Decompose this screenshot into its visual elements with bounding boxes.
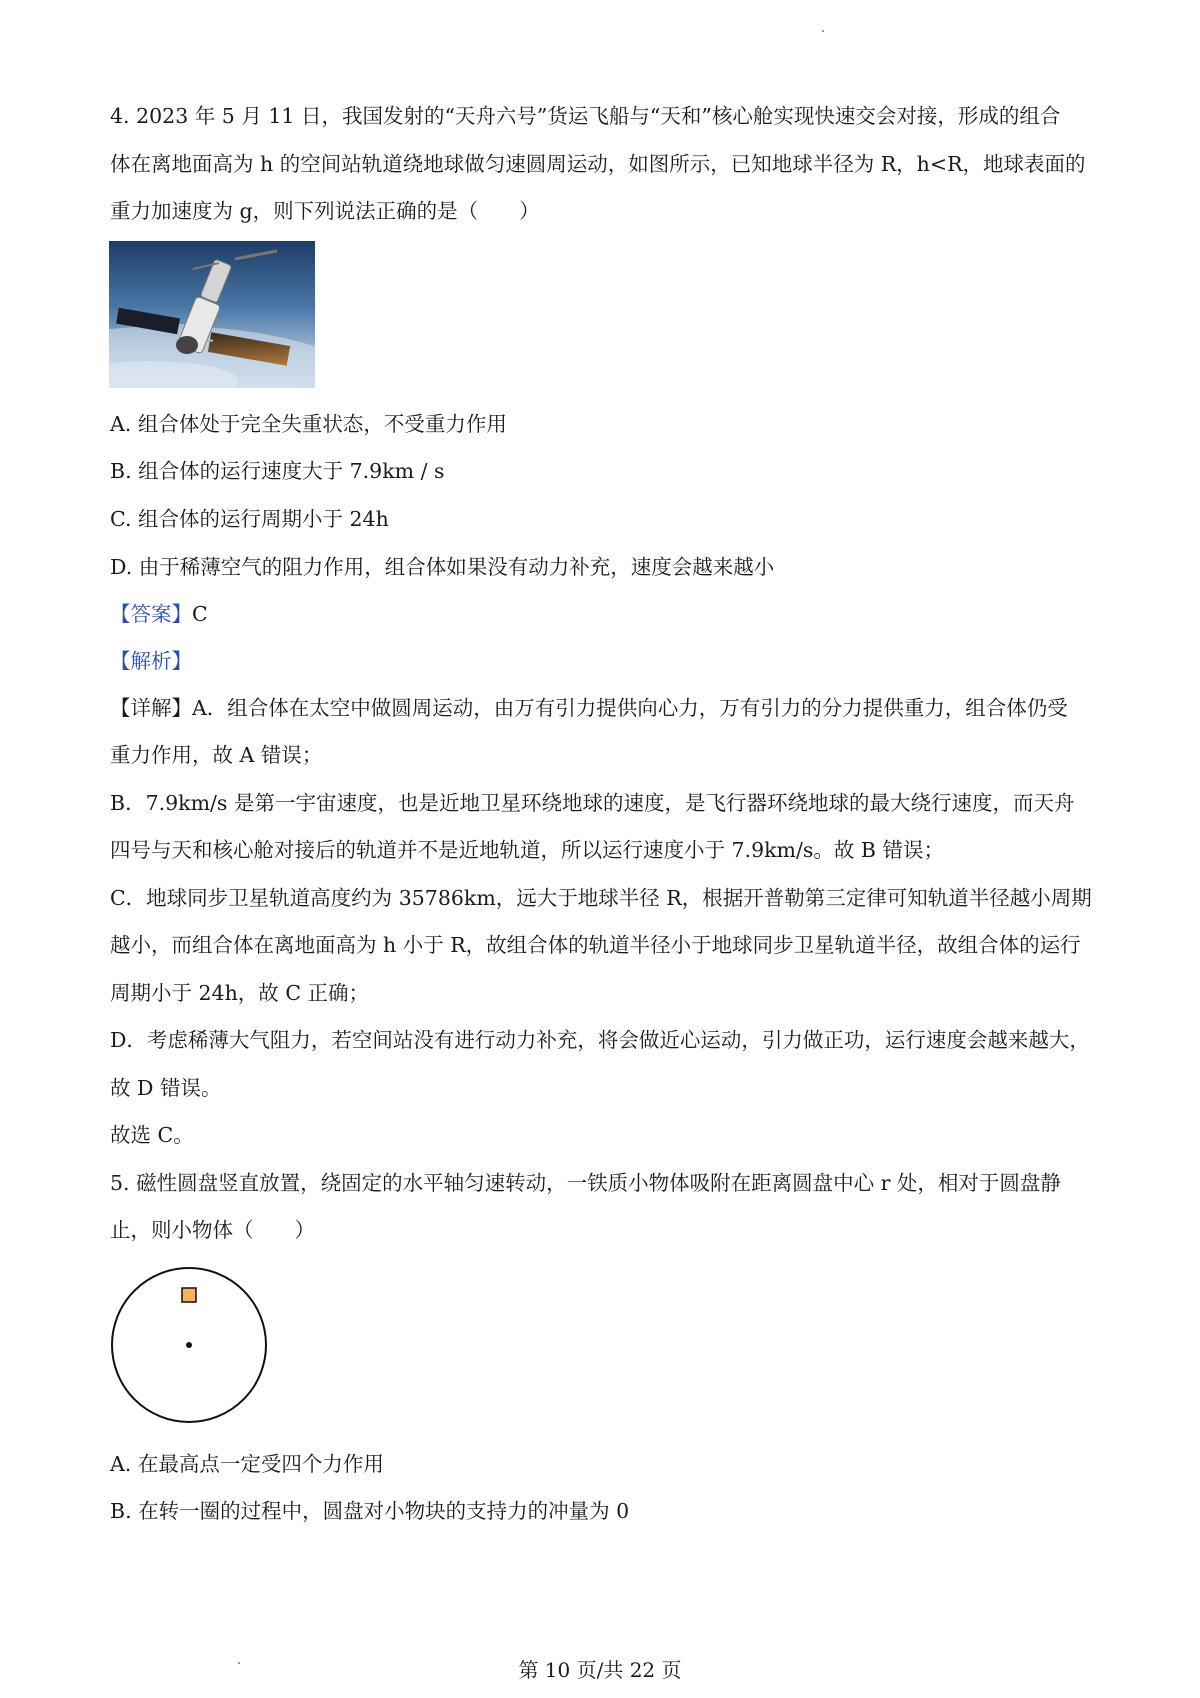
answer-label: 【答案】	[110, 602, 192, 626]
detail-line-4: 四号与天和核心舱对接后的轨道并不是近地轨道，所以运行速度小于 7.9km/s。故 B 错误；	[110, 838, 945, 862]
detail-line-10: 故选 C。	[110, 1123, 194, 1147]
q5-stem-line-1: 5. 磁性圆盘竖直放置，绕固定的水平轴匀速转动，一铁质小物体吸附在距离圆盘中心 r 处，相对于圆盘静	[110, 1171, 1061, 1195]
q4-stem-line-1: 4. 2023 年 5 月 11 日，我国发射的“天舟六号”货运飞船与“天和”核心舱实现快速交会对接，形成的组合	[110, 104, 1061, 128]
q5-option-b: B. 在转一圈的过程中，圆盘对小物块的支持力的冲量为 0	[110, 1499, 630, 1523]
answer-value: C	[192, 602, 208, 626]
q5-stem-line-2: 止，则小物体（ ）	[110, 1218, 315, 1242]
page-footer: 第 10 页/共 22 页	[518, 1658, 682, 1682]
q4-stem-line-3: 重力加速度为 g，则下列说法正确的是（ ）	[110, 199, 540, 223]
q4-option-c: C. 组合体的运行周期小于 24h	[110, 507, 389, 531]
detail-line-8: D．考虑稀薄大气阻力，若空间站没有进行动力补充，将会做近心运动，引力做正功，运行速度会越来越大，	[110, 1028, 1090, 1052]
q4-stem-line-2: 体在离地面高为 h 的空间站轨道绕地球做匀速圆周运动，如图所示，已知地球半径为 R，h<R，地球表面的	[110, 152, 1086, 176]
q4-option-b: B. 组合体的运行速度大于 7.9km / s	[110, 459, 445, 483]
detail-line-5: C．地球同步卫星轨道高度约为 35786km，远大于地球半径 R，根据开普勒第三定律可知轨道半径越小周期	[110, 886, 1092, 910]
q4-option-a: A. 组合体处于完全失重状态，不受重力作用	[110, 412, 507, 436]
analysis-label: 【解析】	[110, 649, 192, 673]
q4-option-d: D. 由于稀薄空气的阻力作用，组合体如果没有动力补充，速度会越来越小	[110, 555, 775, 579]
disk-center-dot	[186, 1342, 192, 1348]
space-station-photo	[109, 241, 315, 388]
detail-line-7: 周期小于 24h，故 C 正确；	[110, 981, 370, 1005]
iron-block	[182, 1288, 196, 1302]
disk-diagram	[106, 1262, 272, 1428]
detail-line-3: B．7.9km/s 是第一宇宙速度，也是近地卫星环绕地球的速度，是飞行器环绕地球的最大绕行速度，而天舟	[110, 791, 1075, 815]
detail-line-6: 越小，而组合体在离地面高为 h 小于 R，故组合体的轨道半径小于地球同步卫星轨道半径，故组合体的运行	[110, 933, 1081, 957]
scan-speck	[822, 30, 824, 32]
detail-line-1: 【详解】A．组合体在太空中做圆周运动，由万有引力提供向心力，万有引力的分力提供重力，组合体仍受	[110, 696, 1068, 720]
detail-line-9: 故 D 错误。	[110, 1076, 222, 1100]
answer-line	[110, 600, 208, 628]
q5-option-a: A. 在最高点一定受四个力作用	[110, 1452, 384, 1476]
detail-line-2: 重力作用，故 A 错误；	[110, 743, 323, 767]
